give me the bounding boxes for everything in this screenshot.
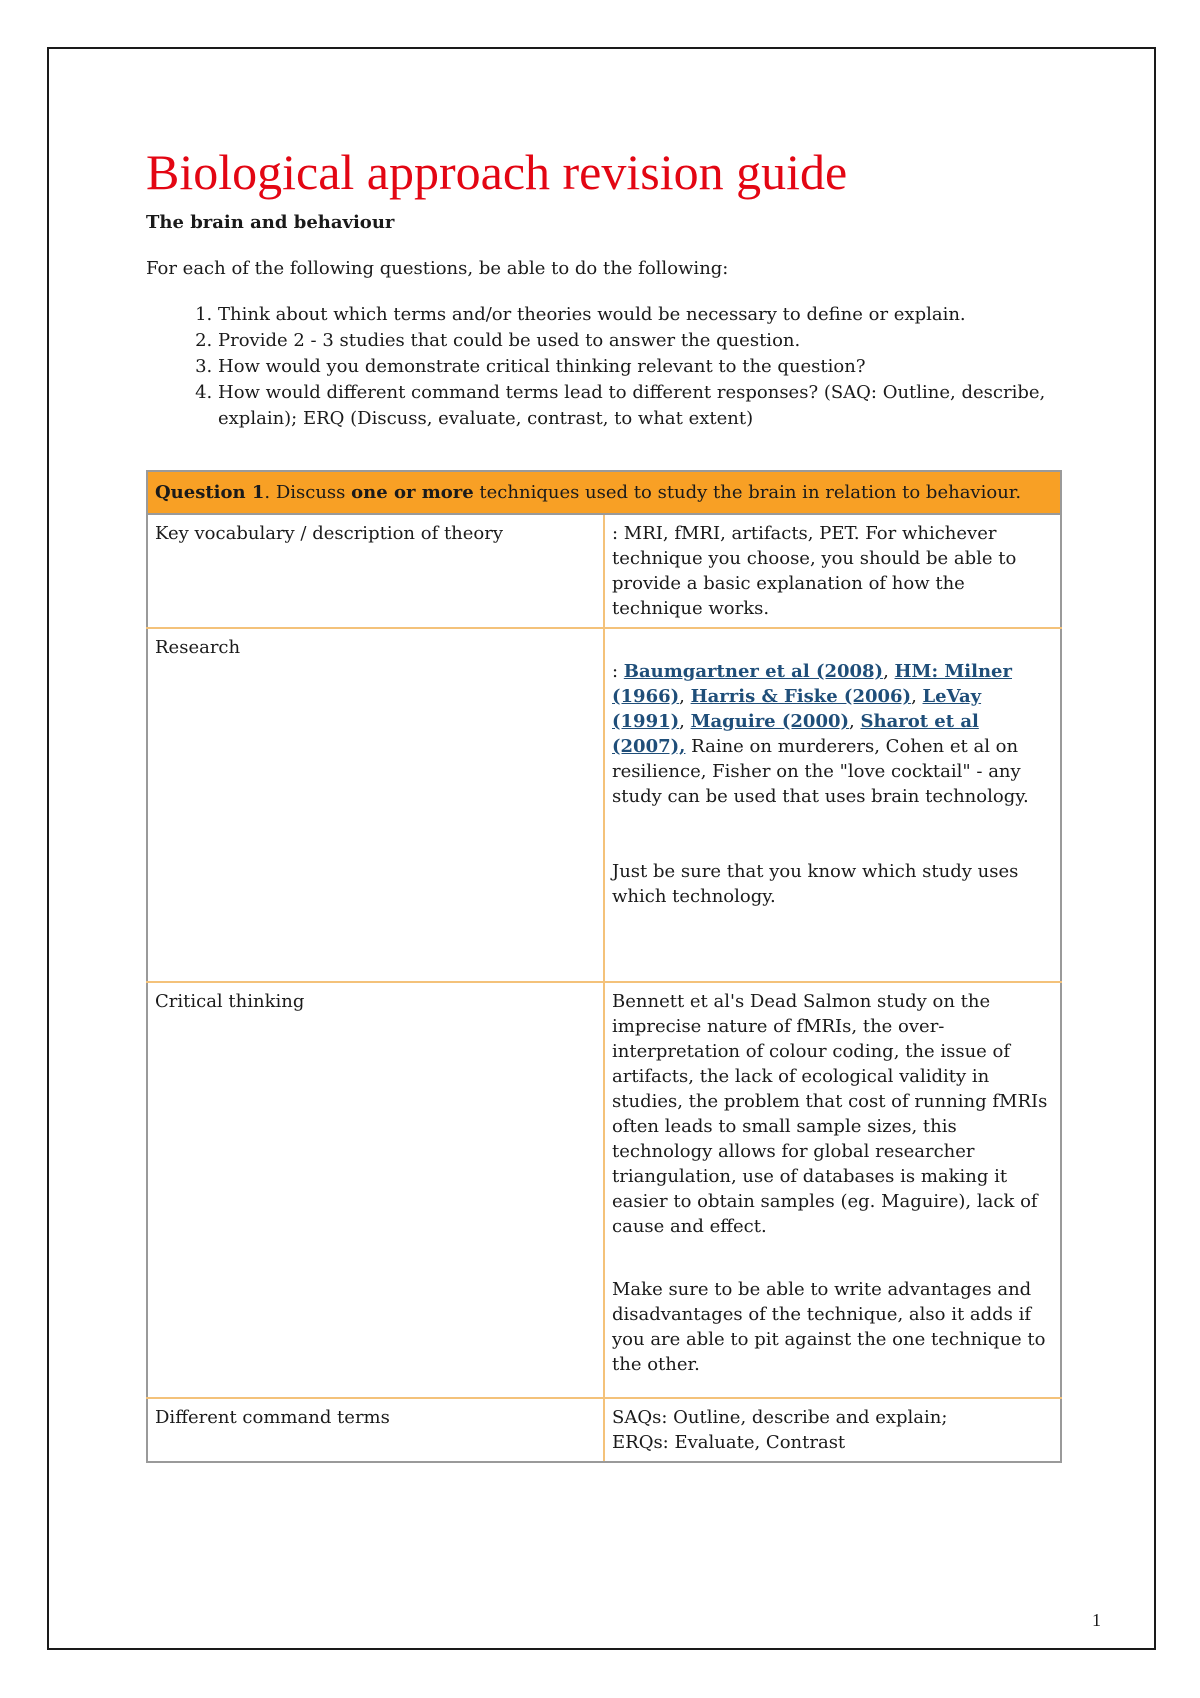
- research-studies: : Baumgartner et al (2008), HM: Milner (1966), Harris & Fiske (2006), LeVay (1991), Maguire (2000), Sharot et al (2007), Raine on murderers, Cohen et al on resilience, Fisher on the "love cocktail" - any study can be used that uses brain technology.: [612, 661, 1029, 807]
- section-subtitle: The brain and behaviour: [146, 212, 395, 233]
- research-note: Just be sure that you know which study uses which technology.: [612, 861, 1019, 907]
- page-number: 1: [1092, 1610, 1101, 1630]
- question-text-before: . Discuss: [264, 482, 352, 503]
- command-cell: [604, 1398, 1061, 1462]
- critical-cell: [604, 982, 1061, 1398]
- question-header: [147, 471, 1061, 514]
- research-label: Research: [147, 628, 604, 982]
- question-emphasis: one or more: [351, 482, 474, 503]
- study-link-baumgartner[interactable]: Baumgartner et al (2008): [623, 661, 884, 682]
- page-content: [146, 140, 1062, 1463]
- research-cell: [604, 628, 1061, 982]
- vocab-text: : MRI, fMRI, artifacts, PET. For whichever technique you choose, you should be able to provide a basic explanation of how the technique works.: [604, 514, 1061, 628]
- research-text: Raine on murderers, Cohen et al on resilience, Fisher on the "love cocktail" - any study can be used that uses brain technology.: [612, 736, 1029, 807]
- study-link-harris-fiske[interactable]: Harris & Fiske (2006): [690, 686, 912, 707]
- instruction-item: 3. How would you demonstrate critical thinking relevant to the question?: [218, 354, 1062, 380]
- question-label: Question 1: [155, 482, 265, 503]
- table-row: [147, 1398, 1061, 1462]
- vocab-label: Key vocabulary / description of theory: [147, 514, 604, 628]
- question-table: [146, 470, 1062, 1463]
- study-link-levay[interactable]: LeVay (1991): [612, 686, 982, 732]
- critical-note: Make sure to be able to write advantages and disadvantages of the technique, also it adds if you are able to pit against the one technique to the other.: [612, 1279, 1046, 1375]
- document-title: Biological approach revision guide: [146, 144, 848, 200]
- spacer: [612, 1239, 1052, 1277]
- table-row: [147, 514, 1061, 628]
- research-prefix: :: [612, 661, 624, 682]
- study-link-milner[interactable]: HM: Milner (1966): [612, 661, 1012, 707]
- spacer: [612, 1377, 1052, 1391]
- spacer: [612, 809, 1052, 859]
- question-text-after: techniques used to study the brain in relation to behaviour.: [473, 482, 1022, 503]
- instruction-item: 2. Provide 2 - 3 studies that could be used to answer the question.: [218, 328, 1062, 354]
- instruction-list: [146, 302, 1062, 432]
- command-erq: ERQs: Evaluate, Contrast: [612, 1432, 846, 1453]
- command-saq: SAQs: Outline, describe and explain;: [612, 1407, 948, 1428]
- command-label: Different command terms: [147, 1398, 604, 1462]
- question-header-row: [147, 471, 1061, 514]
- instruction-item: 4. How would different command terms lead to different responses? (SAQ: Outline, describe, explain); ERQ (Discuss, evaluate, contrast, to what extent): [218, 380, 1062, 432]
- critical-label: Critical thinking: [147, 982, 604, 1398]
- spacer: [612, 635, 1052, 659]
- table-row: [147, 628, 1061, 982]
- study-link-maguire[interactable]: Maguire (2000): [690, 711, 850, 732]
- instruction-item: 1. Think about which terms and/or theories would be necessary to define or explain.: [218, 302, 1062, 328]
- table-row: [147, 982, 1061, 1398]
- critical-text: Bennett et al's Dead Salmon study on the imprecise nature of fMRIs, the over-interpretation of colour coding, the issue of artifacts, the lack of ecological validity in studies, the problem that cost of running fMRIs often leads to small sample sizes, this technology allows for global researcher triangulation, use of databases is making it easier to obtain samples (eg. Maguire), lack of cause and effect.: [612, 991, 1048, 1237]
- intro-text: For each of the following questions, be able to do the following:: [146, 258, 729, 279]
- study-link-sharot[interactable]: Sharot et al (2007),: [612, 711, 979, 757]
